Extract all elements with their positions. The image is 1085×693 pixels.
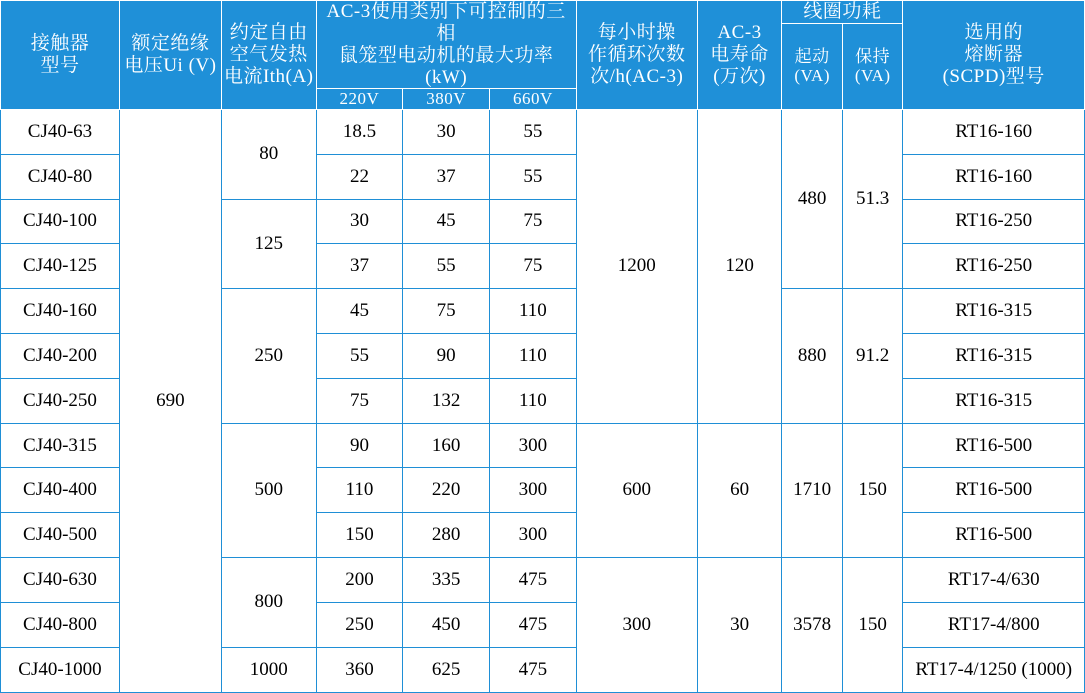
- header-ac3-380v: 380V: [403, 89, 490, 110]
- cell-ac3-220v: 18.5: [316, 109, 403, 154]
- header-model-line2: 型号: [40, 54, 80, 76]
- cell-ac3-660v: 55: [490, 154, 577, 199]
- header-fuse-line1: 选用的: [964, 22, 1023, 44]
- header-cycles-line2: 作循环次数: [587, 44, 686, 66]
- header-ac3-660v: 660V: [490, 89, 577, 110]
- header-ac3-electrical-life: [697, 1, 782, 110]
- cell-fuse: RT16-250: [903, 244, 1085, 289]
- cell-fuse: RT16-250: [903, 199, 1085, 244]
- cell-model: CJ40-500: [1, 513, 120, 558]
- cell-model: CJ40-630: [1, 558, 120, 603]
- cell-model: CJ40-160: [1, 289, 120, 334]
- header-ac3-220v: 220V: [316, 89, 403, 110]
- cell-model: CJ40-125: [1, 244, 120, 289]
- cell-ac3-380v: 37: [403, 154, 490, 199]
- cell-ac3-660v: 475: [490, 558, 577, 603]
- cell-ac3-220v: 22: [316, 154, 403, 199]
- cell-ac3-220v: 110: [316, 468, 403, 513]
- header-fuse-scpd: [903, 1, 1085, 110]
- cell-fuse: RT16-160: [903, 154, 1085, 199]
- cell-electrical-life: 60: [697, 423, 782, 557]
- header-model: [1, 1, 120, 110]
- cell-ac3-380v: 625: [403, 647, 490, 692]
- table-body: [1, 109, 1085, 692]
- header-coil-hold-line2: (VA): [854, 66, 891, 86]
- cell-coil-start: 480: [782, 109, 843, 288]
- cell-operating-cycles: 1200: [576, 109, 697, 423]
- header-cycles-line1: 每小时操: [597, 22, 676, 44]
- header-coil-start: [782, 23, 843, 109]
- cell-thermal-current: 125: [221, 199, 316, 289]
- cell-fuse: RT17-4/630: [903, 558, 1085, 603]
- cell-ac3-660v: 475: [490, 602, 577, 647]
- cell-ac3-220v: 37: [316, 244, 403, 289]
- cell-thermal-current: 500: [221, 423, 316, 557]
- cell-operating-cycles: 300: [576, 558, 697, 692]
- cell-fuse: RT16-500: [903, 423, 1085, 468]
- header-fuse-line3: (SCPD)型号: [942, 65, 1045, 87]
- cell-ac3-380v: 335: [403, 558, 490, 603]
- cell-thermal-current: 80: [221, 109, 316, 199]
- cell-model: CJ40-200: [1, 333, 120, 378]
- cell-model: CJ40-315: [1, 423, 120, 468]
- cell-ac3-220v: 45: [316, 289, 403, 334]
- cell-ac3-380v: 75: [403, 289, 490, 334]
- header-coil-hold: [842, 23, 903, 109]
- cell-coil-start: 1710: [782, 423, 843, 557]
- cell-ac3-660v: 110: [490, 333, 577, 378]
- cell-coil-hold: 51.3: [842, 109, 903, 288]
- header-life-line3: (万次): [713, 65, 766, 87]
- cell-ac3-660v: 55: [490, 109, 577, 154]
- cell-coil-hold: 91.2: [842, 289, 903, 423]
- cell-model: CJ40-63: [1, 109, 120, 154]
- cell-ac3-380v: 55: [403, 244, 490, 289]
- header-row-1: [1, 1, 1085, 24]
- cell-coil-start: 3578: [782, 558, 843, 692]
- cell-fuse: RT17-4/1250 (1000): [903, 647, 1085, 692]
- cell-model: CJ40-80: [1, 154, 120, 199]
- cell-ac3-220v: 250: [316, 602, 403, 647]
- cell-ac3-220v: 75: [316, 378, 403, 423]
- header-operating-cycles: [576, 1, 697, 110]
- cell-ac3-220v: 55: [316, 333, 403, 378]
- header-life-line1: AC-3: [717, 22, 762, 44]
- cell-thermal-current: 250: [221, 289, 316, 423]
- header-ac3-group-line2: 鼠笼型电动机的最大功率(kW): [338, 44, 554, 88]
- cell-ac3-220v: 200: [316, 558, 403, 603]
- cell-ac3-660v: 300: [490, 468, 577, 513]
- cell-ac3-660v: 75: [490, 244, 577, 289]
- cell-model: CJ40-1000: [1, 647, 120, 692]
- cell-thermal-current: 1000: [221, 647, 316, 692]
- cell-ac3-660v: 300: [490, 423, 577, 468]
- header-thermal-line1: 约定自由: [229, 22, 308, 44]
- cell-electrical-life: 120: [697, 109, 782, 423]
- header-rated-insulation-line2: 电压Ui (V): [124, 54, 217, 76]
- cell-ac3-660v: 300: [490, 513, 577, 558]
- cell-coil-start: 880: [782, 289, 843, 423]
- cell-fuse: RT16-160: [903, 109, 1085, 154]
- table-header: [1, 1, 1085, 110]
- cell-fuse: RT16-315: [903, 378, 1085, 423]
- cell-ac3-220v: 360: [316, 647, 403, 692]
- header-model-line1: 接触器: [30, 33, 90, 55]
- cell-ac3-660v: 110: [490, 289, 577, 334]
- cell-ac3-380v: 280: [403, 513, 490, 558]
- header-coil-start-line1: 起动: [794, 46, 830, 66]
- header-fuse-line2: 熔断器: [964, 44, 1023, 66]
- header-coil-power-group: 线圈功耗: [782, 1, 903, 24]
- cell-fuse: RT17-4/800: [903, 602, 1085, 647]
- cell-ac3-380v: 160: [403, 423, 490, 468]
- header-coil-start-line2: (VA): [794, 66, 830, 86]
- header-coil-hold-line1: 保持: [855, 46, 891, 66]
- cell-operating-cycles: 600: [576, 423, 697, 557]
- cell-coil-hold: 150: [842, 558, 903, 692]
- header-ac3-group-line1: AC-3使用类别下可控制的三相: [326, 1, 566, 44]
- cell-fuse: RT16-500: [903, 513, 1085, 558]
- header-rated-insulation-line1: 额定绝缘: [131, 33, 210, 55]
- cell-ac3-380v: 90: [403, 333, 490, 378]
- cell-ac3-220v: 30: [316, 199, 403, 244]
- cell-ac3-220v: 150: [316, 513, 403, 558]
- cell-fuse: RT16-315: [903, 333, 1085, 378]
- cell-ac3-380v: 450: [403, 602, 490, 647]
- cell-coil-hold: 150: [842, 423, 903, 557]
- cell-ac3-380v: 132: [403, 378, 490, 423]
- header-rated-insulation-voltage: [119, 1, 221, 110]
- cell-fuse: RT16-315: [903, 289, 1085, 334]
- cell-ac3-660v: 75: [490, 199, 577, 244]
- cell-model: CJ40-250: [1, 378, 120, 423]
- cell-ac3-380v: 30: [403, 109, 490, 154]
- cell-model: CJ40-100: [1, 199, 120, 244]
- cell-thermal-current: 800: [221, 558, 316, 648]
- cell-model: CJ40-800: [1, 602, 120, 647]
- cell-ac3-220v: 90: [316, 423, 403, 468]
- header-life-line2: 电寿命: [710, 44, 769, 66]
- cell-model: CJ40-400: [1, 468, 120, 513]
- cell-electrical-life: 30: [697, 558, 782, 692]
- header-thermal-current: [221, 1, 316, 110]
- cell-ac3-660v: 110: [490, 378, 577, 423]
- header-cycles-line3: 次/h(AC-3): [590, 65, 684, 87]
- cell-ac3-380v: 45: [403, 199, 490, 244]
- table-row: [1, 109, 1085, 154]
- cell-ac3-660v: 475: [490, 647, 577, 692]
- cell-rated-insulation-voltage: 690: [119, 109, 221, 692]
- header-ac3-power-group: [316, 1, 576, 89]
- header-thermal-line2: 空气发热: [229, 44, 308, 66]
- cell-fuse: RT16-500: [903, 468, 1085, 513]
- header-thermal-line3: 电流Ith(A): [223, 65, 314, 87]
- cell-ac3-380v: 220: [403, 468, 490, 513]
